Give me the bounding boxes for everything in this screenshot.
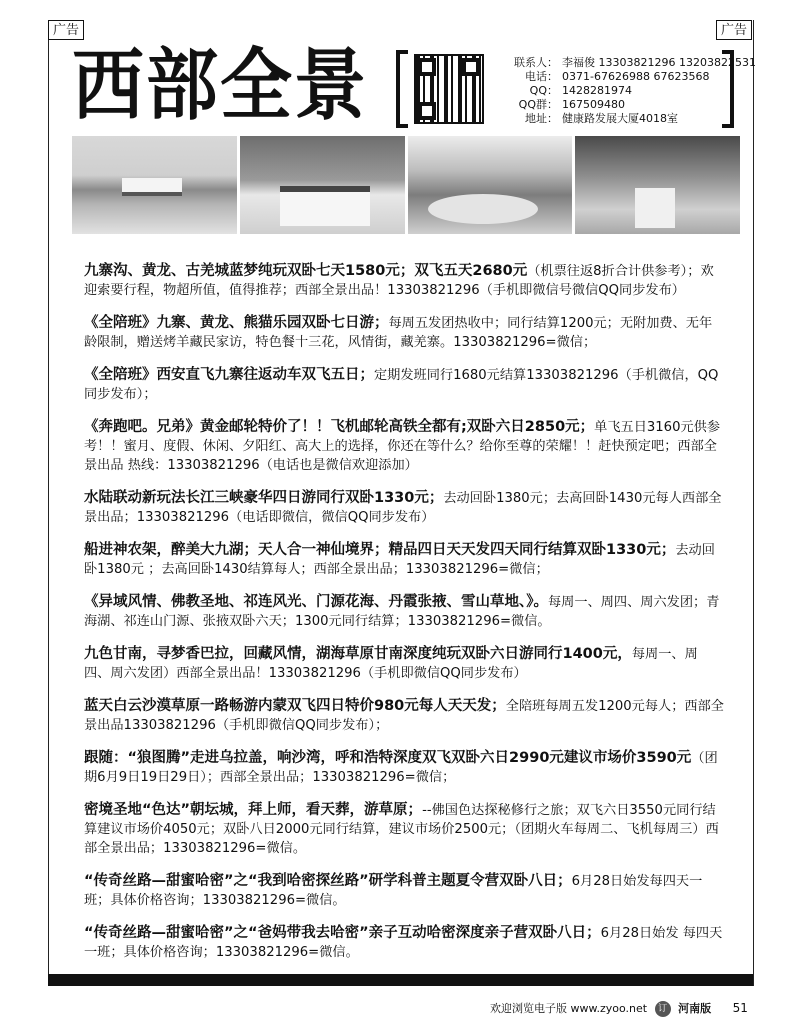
tour-headline: “传奇丝路—甜蜜哈密”之“爸妈带我去哈密”亲子互动哈密深度亲子营双卧八日； [84,925,601,941]
brand-title: 西部全景 [72,39,369,131]
tour-item [84,872,724,910]
contact-value: 167509480 [562,98,625,111]
indoor-pool-photo [408,136,573,234]
photo-strip [72,136,740,234]
tour-headline: 密境圣地“色达”朝坛城，拜上师，看天葬，游草原； [84,802,423,818]
tour-details: 每周一、周四、周六发团；青海湖、祁连山门源、张掖双卧六天；1300元同行结算；13303821296=微信。 [84,595,720,629]
tour-details: 6月28日始发每四天一班；具体价格咨询；13303821296=微信。 [84,874,703,908]
contact-label: QQ： [529,84,558,97]
tour-headline: 跟随：“狼图腾”走进乌拉盖，响沙湾，呼和浩特深度双飞双卧六日2990元建议市场价3590元 [84,750,692,766]
qr-code-icon [414,54,484,124]
ad-label-left: 广告 [48,20,84,40]
contact-value: 健康路发展大厦4018室 [562,112,678,125]
tour-headline: “传奇丝路—甜蜜哈密”之“我到哈密探丝路”研学科普主题夏令营双卧八日； [84,873,572,889]
tour-item [84,697,724,735]
tour-details: --佛国色达探秘修行之旅；双飞六日3550元同行结算建议市场价4050元；双卧八日2000元同行结算，建议市场价2500元；（团期火车每周二、飞机每周三）西部全景出品；13303821296=微信。 [84,803,719,856]
tour-details: 每周一、周四、周六发团）西部全景出品！13303821296（手机即微信QQ同步发布） [84,647,698,681]
tour-headline: 《奔跑吧。兄弟》黄金邮轮特价了！！飞机邮轮高铁全都有;双卧六日2850元； [84,419,595,435]
tour-headline: 蓝天白云沙漠草原一路畅游内蒙双飞四日特价980元每人天天发； [84,698,506,714]
tour-item [84,749,724,787]
bottom-bar [48,974,753,986]
contact-value: 1428281974 [562,84,632,97]
tour-details: 定期发班同行1680元结算13303821296（手机微信，QQ同步发布）； [84,368,719,402]
contact-row [498,70,756,84]
tour-headline: 《异域风情、佛教圣地、祁连风光、门源花海、丹霞张掖、雪山草地、》。 [84,594,548,610]
tour-headline: 九色甘南，寻梦香巴拉，回藏风情，湖海草原甘南深度纯玩双卧六日游同行1400元， [84,646,632,662]
tour-item [84,593,724,631]
footer-slogan: 欢迎浏览电子版 [490,1002,567,1015]
page-number: 51 [732,1001,748,1015]
bed-shape [280,186,370,226]
tour-details: （团期6月9日19日29日）；西部全景出品；13303821296=微信； [84,751,718,785]
tour-item [84,314,724,352]
page-footer [490,1000,748,1017]
tour-details: 每周五发团热收中；同行结算1200元；无附加费、无年龄限制，赠送烤羊藏民家访，特色餐十三花，风情街，藏羌寨。13303821296=微信； [84,316,713,350]
tour-item [84,801,724,858]
tour-item [84,541,724,579]
table-shape [635,188,675,228]
ad-label-right: 广告 [716,20,752,40]
contact-label: 地址： [525,112,558,125]
footer-site-link[interactable]: www.zyoo.net [570,1002,648,1015]
tour-headline: 九寨沟、黄龙、古羌城蓝梦纯玩双卧七天1580元；双飞五天2680元 [84,263,528,279]
tour-item [84,924,724,962]
footer-edition: 河南版 [678,1002,712,1015]
contact-row [498,98,756,112]
cabin-bedroom-photo [240,136,405,234]
tour-details: 全陪班每周五发1200元每人；西部全景出品13303821296（手机即微信QQ同步发布）； [84,699,724,733]
contact-row [498,84,756,98]
contact-label: QQ群： [518,98,558,111]
contact-label: 联系人： [514,56,558,69]
tour-item [84,366,724,404]
contact-block [498,56,756,126]
bracket-right [722,50,734,128]
tour-details: （机票往返8折合计供参考）；欢迎索要行程，物超所值，值得推荐；西部全景出品！13303821296（手机即微信号微信QQ同步发布） [84,264,714,298]
publisher-logo-icon: 订 [655,1001,671,1017]
tour-details: 去动回卧1380元 ；去高回卧1430结算每人；西部全景出品；13303821296=微信； [84,543,715,577]
contact-label: 电话： [525,70,558,83]
tour-listings [84,262,724,976]
tour-item [84,418,724,475]
cruise-ship-photo [72,136,237,234]
bracket-left [396,50,408,128]
pool-shape [428,194,538,224]
tour-details: 单飞五日3160元供参考！！蜜月、度假、休闲、夕阳红、高大上的选择，你还在等什么？给你至尊的荣耀！！赶快预定吧；西部全景出品 热线：13303821296（电话也是微信欢迎添加） [84,420,721,473]
contact-row [498,56,756,70]
tour-details: 6月28日始发 每四天一班；具体价格咨询；13303821296=微信。 [84,926,723,960]
contact-value: 0371-67626988 67623568 [562,70,710,83]
tour-headline: 船进神农架，醉美大九湖；天人合一神仙境界；精品四日天天发四天同行结算双卧1330元； [84,542,676,558]
tour-item [84,262,724,300]
tour-headline: 《全陪班》九寨、黄龙、熊猫乐园双卧七日游； [84,315,389,331]
dining-room-photo [575,136,740,234]
tour-headline: 水陆联动新玩法长江三峡豪华四日游同行双卧1330元； [84,490,444,506]
tour-item [84,645,724,683]
ship-shape [122,178,182,196]
tour-details: 去动回卧1380元；去高回卧1430元每人西部全景出品；13303821296（电话即微信，微信QQ同步发布） [84,491,722,525]
tour-headline: 《全陪班》西安直飞九寨往返动车双飞五日； [84,367,374,383]
contact-row [498,112,756,126]
tour-item [84,489,724,527]
contact-value: 李福俊 13303821296 13203822531 [562,56,756,69]
